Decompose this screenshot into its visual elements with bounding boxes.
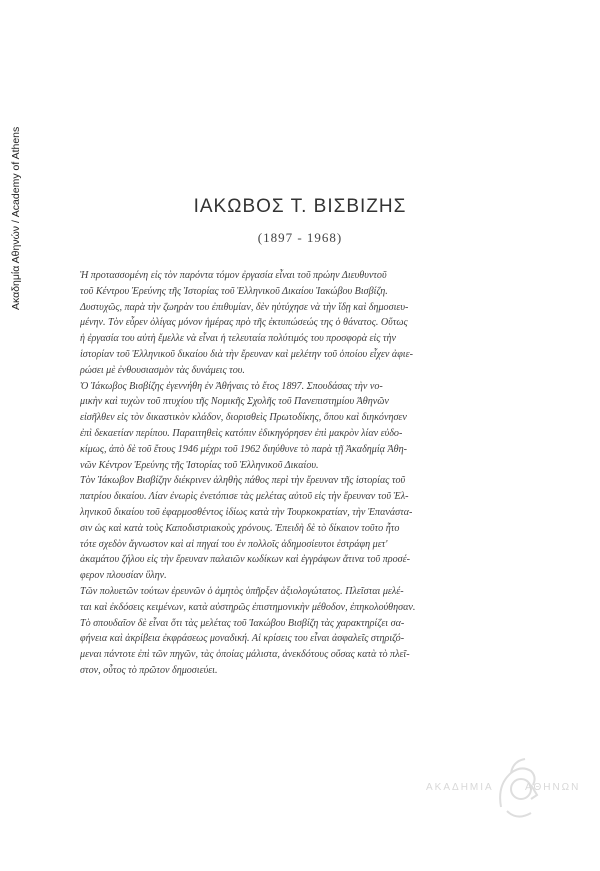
text-line: Τὸ σπουδαῖον δὲ εἶναι ὅτι τὰς μελέτας τοῦ Ἰακώβου Βισβίζη τὰς χαρακτηρίζει σα- (80, 617, 405, 629)
text-line: κίμως, ἀπὸ δὲ τοῦ ἔτους 1946 μέχρι τοῦ 1962 διηύθυνε τὸ παρὰ τῇ Ἀκαδημίᾳ Ἀθη- (80, 443, 407, 455)
text-line: εἰσῆλθεν εἰς τὸν δικαστικὸν κλάδον, διορισθεὶς Πρωτοδίκης, ὅπου καὶ διηκόνησεν (80, 412, 407, 424)
life-dates: (1897 - 1968) (257, 230, 343, 245)
body-text (80, 268, 542, 679)
text-line: Ἡ προτασσομένη εἰς τὸν παρόντα τόμον ἐργασία εἶναι τοῦ πρώην Διευθυντοῦ (80, 270, 387, 281)
text-line: μικὴν καὶ τυχὼν τοῦ πτυχίου τῆς Νομικῆς Σχολῆς τοῦ Πανεπιστημίου Ἀθηνῶν (80, 396, 389, 408)
text-line: ληνικοῦ δικαίου τοῦ ἐφαρμοσθέντος ἰδίως κατὰ τὴν Τουρκοκρατίαν, τὴν Ἐπανάστα- (80, 506, 413, 518)
text-line: μεναι πάντοτε ἐπὶ τῶν πηγῶν, τὰς ὁποίας μάλιστα, ἀνεκδότους οὔσας κατὰ τὸ πλεῖ- (80, 649, 410, 661)
text-line: Ὁ Ἰάκωβος Βισβίζης ἐγεννήθη ἐν Ἀθήναις τὸ ἔτος 1897. Σπουδάσας τὴν νο- (80, 380, 383, 392)
text-line: μένην. Τὸν εὗρεν ὀλίγας μόνον ἡμέρας πρὸ τῆς ἐκτυπώσεώς της ὁ θάνατος. Οὕτως (80, 317, 408, 329)
text-line: Τὸν Ἰάκωβον Βισβίζην διέκρινεν ἀληθὴς πάθος περὶ τὴν ἔρευναν τῆς ἱστορίας τοῦ (80, 475, 406, 487)
text-line: ἱστορίαν τοῦ Ἑλληνικοῦ δικαίου διὰ τὴν ἔρευναν καὶ μελέτην τοῦ ὁποίου εἶχεν ἀφιε- (80, 348, 413, 360)
archive-side-label: Ακαδημία Αθηνών / Academy of Athens (10, 126, 22, 310)
watermark-left-text: ΑΚΑΔΗΜΙΑ (426, 782, 494, 793)
text-line: νῶν Κέντρον Ἐρεύνης τῆς Ἱστορίας τοῦ Ἑλληνικοῦ Δικαίου. (80, 459, 319, 471)
text-line: ἡ ἐργασία του αὐτὴ ἔμελλε νὰ εἶναι ἡ τελευταία πολύτιμός του προσφορὰ εἰς τὴν (80, 333, 397, 345)
text-line: τοῦ Κέντρου Ἐρεύνης τῆς Ἱστορίας τοῦ Ἑλληνικοῦ Δικαίου Ἰακώβου Βισβίζη. (80, 285, 388, 297)
text-line: φήνεια καὶ ἀκρίβεια ἐκφράσεως μοναδική. Αἱ κρίσεις του εἶναι ἀσφαλεῖς στηριζό- (80, 633, 405, 645)
page-title: ΙΑΚΩΒΟΣ Τ. ΒΙΣΒΙΖΗΣ (193, 196, 407, 217)
text-line: τότε σχεδὸν ἄγνωστον καὶ αἱ πηγαί του ἐν πολλοῖς ἀδημοσίευτοι ἐστράφη μετ' (80, 538, 388, 550)
text-line: ρώσει μὲ ἐνθουσιασμὸν τὰς δυνάμεις του. (80, 364, 245, 376)
text-line: σιν ὡς καὶ κατὰ τοὺς Καποδιστριακοὺς χρόνους. Ἐπειδὴ δὲ τὸ δίκαιον τοῦτο ἦτο (80, 522, 400, 534)
text-line: πατρίου δικαίου. Λίαν ἐνωρὶς ἐνετόπισε τὰς μελέτας αὐτοῦ εἰς τὴν ἔρευναν τοῦ Ἑλ- (80, 491, 409, 503)
text-line: φερον πλουσίαν ὕλην. (80, 570, 167, 582)
watermark-right-text: ΑΘΗΝΩΝ (525, 782, 581, 793)
text-line: στον, οὗτος τὸ πρῶτον δημοσιεύει. (80, 664, 218, 676)
text-line: ἀκαμάτου ζήλου εἰς τὴν ἔρευναν παλαιῶν κωδίκων καὶ ἐγγράφων ἅτινα τοῦ προσέ- (80, 554, 410, 566)
text-line: Δυστυχῶς, παρὰ τὴν ζωηρὰν του ἐπιθυμίαν, δὲν ηὐτύχησε νὰ τὴν ἴδῃ καὶ δημοσιευ- (80, 301, 409, 313)
text-line: Τῶν πολυετῶν τούτων ἐρευνῶν ὁ ἀμητὸς ὑπῆρξεν ἀξιολογώτατος. Πλεῖσται μελέ- (80, 585, 404, 597)
text-line: ἐπὶ δεκαετίαν περίπου. Παραιτηθεὶς κατόπιν ἐδικηγόρησεν ἐπὶ μακρὸν λίαν εὐδο- (80, 427, 403, 439)
text-line: ται καὶ ἐκδόσεις κειμένων, κατὰ αὐστηρῶς ἐπιστημονικὴν μέθοδον, ἐπηκολούθησαν. (80, 601, 416, 613)
